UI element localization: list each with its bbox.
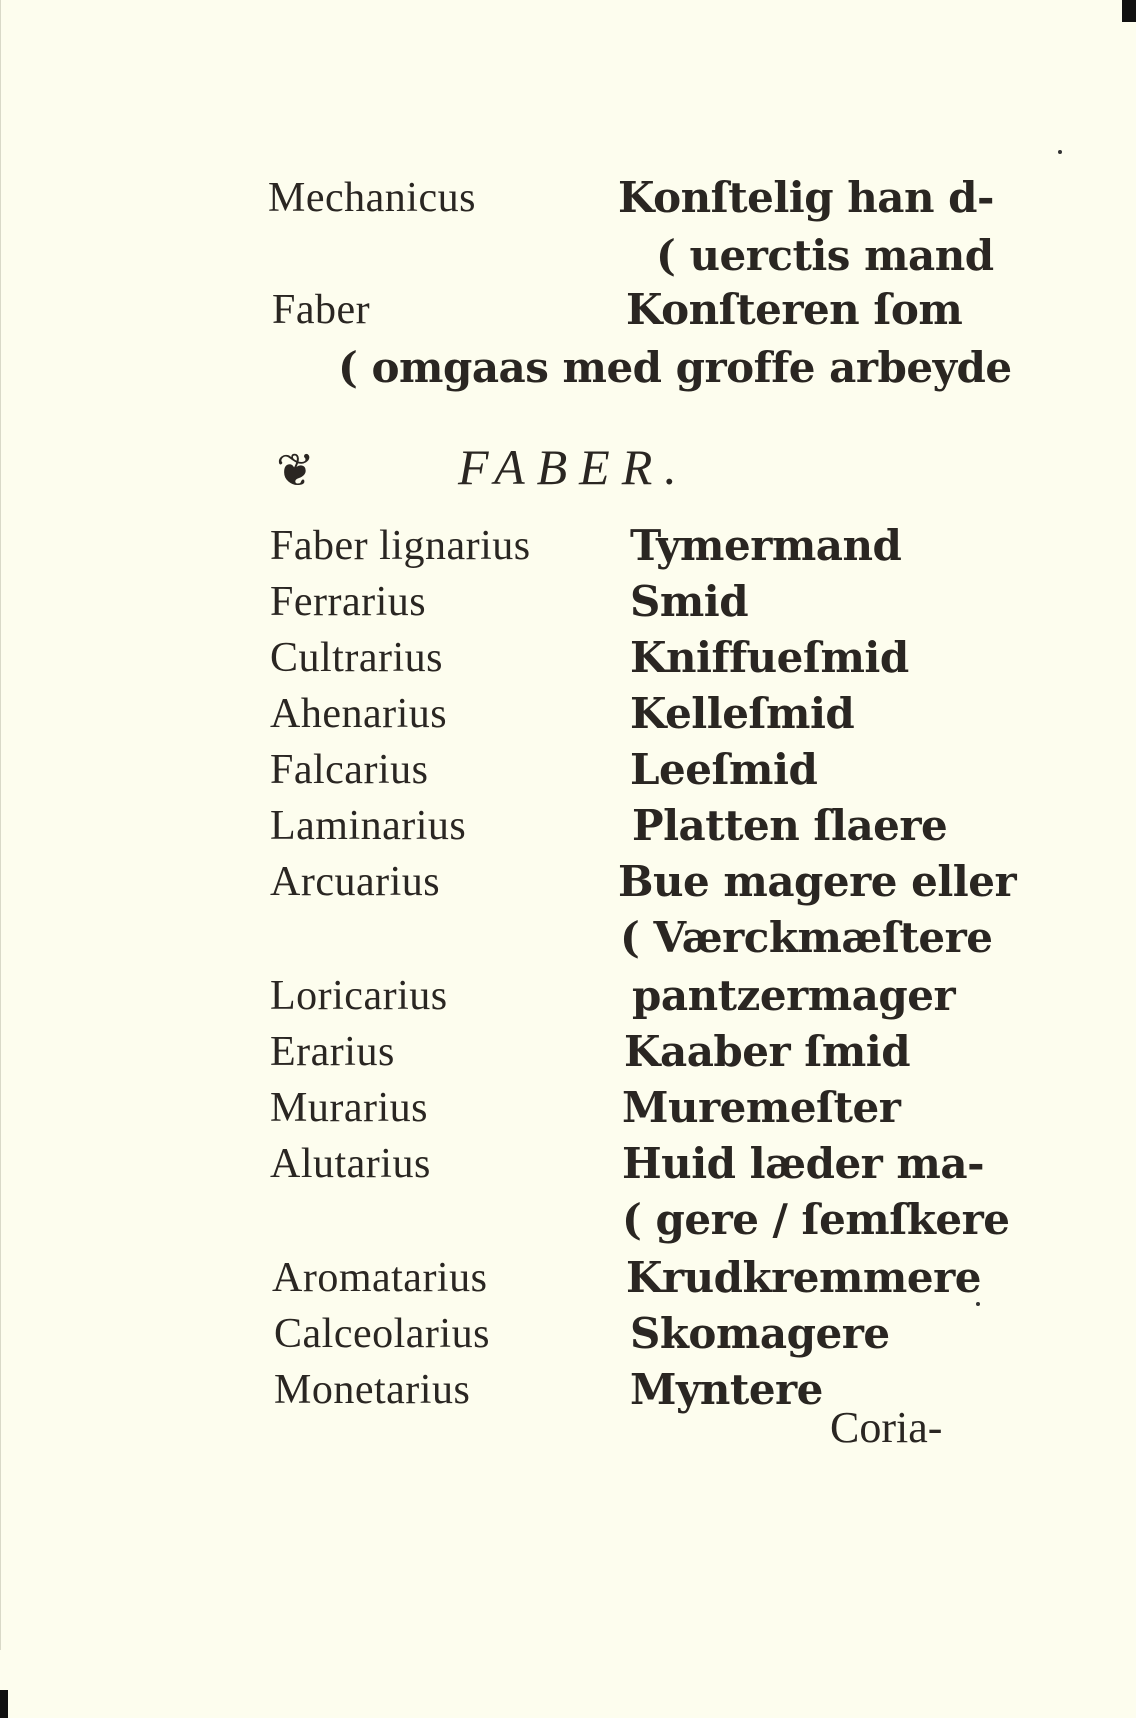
danish-gloss: Konſteren ſom <box>626 285 963 334</box>
danish-gloss-continuation: ( uerctis mand <box>656 231 994 280</box>
danish-gloss: Leeſmid <box>630 745 818 794</box>
entry-row <box>0 1250 1136 1306</box>
entry-row <box>0 574 1136 630</box>
danish-gloss: Konſtelig han d- <box>618 173 994 222</box>
entry-row <box>0 968 1136 1024</box>
danish-gloss: Smid <box>630 577 749 626</box>
latin-term: Loricarius <box>270 973 448 1019</box>
entry-continuation-row <box>0 1192 1136 1248</box>
entry-row <box>0 1362 1136 1418</box>
latin-term: Falcarius <box>270 747 429 793</box>
entry-row <box>0 854 1136 910</box>
entry-row <box>0 1136 1136 1192</box>
entry-row <box>0 630 1136 686</box>
entry-continuation-row <box>0 228 1136 284</box>
latin-term: Murarius <box>270 1085 428 1131</box>
latin-term: Arcuarius <box>270 859 441 905</box>
entry-row <box>0 1080 1136 1136</box>
catchword: Coria- <box>830 1403 943 1452</box>
danish-gloss: Huid læder ma- <box>622 1139 984 1188</box>
danish-gloss-continuation: ( gere / ſemſkere <box>622 1195 1010 1244</box>
danish-gloss: Tymermand <box>630 521 902 570</box>
entry-row <box>0 282 1136 338</box>
latin-term: Calceolarius <box>274 1311 490 1357</box>
latin-term: Ahenarius <box>270 691 448 737</box>
scan-edge-mark <box>1122 0 1136 22</box>
danish-gloss: Muremeſter <box>622 1083 901 1132</box>
danish-gloss: Bue magere eller <box>618 857 1017 906</box>
danish-gloss-continuation: ( omgaas med groffe arbeyde <box>338 343 1012 392</box>
ink-speck <box>1058 150 1062 154</box>
danish-gloss: pantzermager <box>632 971 956 1020</box>
entry-row <box>0 742 1136 798</box>
latin-term: Cultrarius <box>270 635 443 681</box>
danish-gloss: Krudkremmere <box>626 1253 981 1302</box>
danish-gloss: Skomagere <box>630 1309 890 1358</box>
section-heading-row <box>0 432 1136 502</box>
entry-row <box>0 1024 1136 1080</box>
danish-gloss: Kniffueſmid <box>630 633 909 682</box>
danish-gloss: Myntere <box>630 1365 823 1414</box>
entry-row <box>0 518 1136 574</box>
danish-gloss: Platten ſlaere <box>632 801 948 850</box>
entry-continuation-row <box>0 340 1136 396</box>
latin-term: Laminarius <box>270 803 467 849</box>
latin-term: Mechanicus <box>268 175 476 221</box>
entry-row <box>0 686 1136 742</box>
latin-term: Faber <box>272 287 371 333</box>
latin-term: Aromatarius <box>272 1255 488 1301</box>
entry-row <box>0 170 1136 226</box>
entry-row <box>0 798 1136 854</box>
fleuron-icon: ❦ <box>276 443 315 497</box>
scan-edge-mark <box>0 1690 8 1718</box>
latin-term: Monetarius <box>274 1367 471 1413</box>
danish-gloss: Kaaber ſmid <box>624 1027 911 1076</box>
danish-gloss-continuation: ( Værckmæſtere <box>620 913 993 962</box>
latin-term: Erarius <box>270 1029 395 1075</box>
entry-row <box>0 1306 1136 1362</box>
latin-term: Alutarius <box>270 1141 431 1187</box>
latin-term: Faber lignarius <box>270 523 531 569</box>
danish-gloss: Kelleſmid <box>630 689 855 738</box>
section-heading: FABER. <box>458 439 689 495</box>
entry-continuation-row <box>0 910 1136 966</box>
latin-term: Ferrarius <box>270 579 427 625</box>
